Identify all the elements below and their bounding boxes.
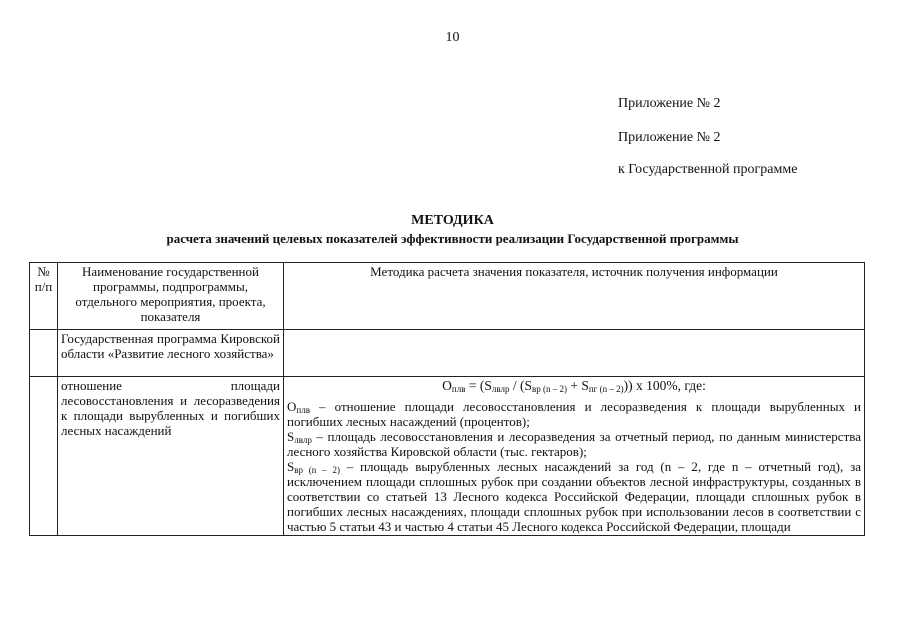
document-title: МЕТОДИКА xyxy=(411,213,494,228)
table-header-row xyxy=(30,263,865,330)
appendix-label: Приложение № 2 xyxy=(618,96,721,111)
table-row xyxy=(30,377,865,536)
indicator-method xyxy=(284,377,865,536)
definition-o-plv: $О_{плв}$ – отношение площади лесовосстановления и лесоразведения к площади вырубленных и погибших лесных насаждений (процентов); xyxy=(287,399,861,429)
document-subtitle: расчета значений целевых показателей эффективности реализации Государственной программы xyxy=(166,231,739,246)
header-number: № п/п xyxy=(30,263,58,330)
formula: $О_{плв} = (S_{лвлр} / (S_{вр (n - 2)} + S_{пг (n - 2)}))$ х 100%, где: xyxy=(442,378,706,394)
header-method: Методика расчета значения показателя, источник получения информации xyxy=(284,263,865,330)
program-name: Государственная программа Кировской области «Развитие лесного хозяйства» xyxy=(58,330,284,377)
table-row xyxy=(30,330,865,377)
definition-s-lvlr: $S_{лвлр}$ – площадь лесовосстановления и лесоразведения за отчетный период, по данным министерства лесного хозяйства Кировской области (тыс. гектаров); xyxy=(287,429,861,459)
methodology-table xyxy=(29,262,865,536)
program-number-cell xyxy=(30,330,58,377)
indicator-name: отношение площади лесовосстановления и лесоразведения к площади вырубленных и погибших лесных насаждений xyxy=(58,377,284,536)
indicator-number-cell xyxy=(30,377,58,536)
page-number: 10 xyxy=(445,30,460,45)
definition-s-vr: $S_{вр (n - 2)}$ – площадь вырубленных лесных насаждений за год (n – 2, где n – отчетный год), за исключением площади сплошных рубок при создании объектов лесной инфраструктуры, созданных в соответствии со статьей 13 Лесного кодекса Российской Федерации, площади сплошных рубок в погибших лесных насаждениях, площади сплошных рубок при использовании лесов в соответствии с частью 5 статьи 43 и частью 4 статьи 45 Лесного кодекса Российской Федерации, площади xyxy=(287,459,861,534)
appendix-reference: к Государственной программе xyxy=(618,162,798,177)
program-method-cell xyxy=(284,330,865,377)
appendix-label-repeat: Приложение № 2 xyxy=(618,130,721,145)
header-name: Наименование государственной программы, подпрограммы, отдельного мероприятия, проекта, показателя xyxy=(58,263,284,330)
